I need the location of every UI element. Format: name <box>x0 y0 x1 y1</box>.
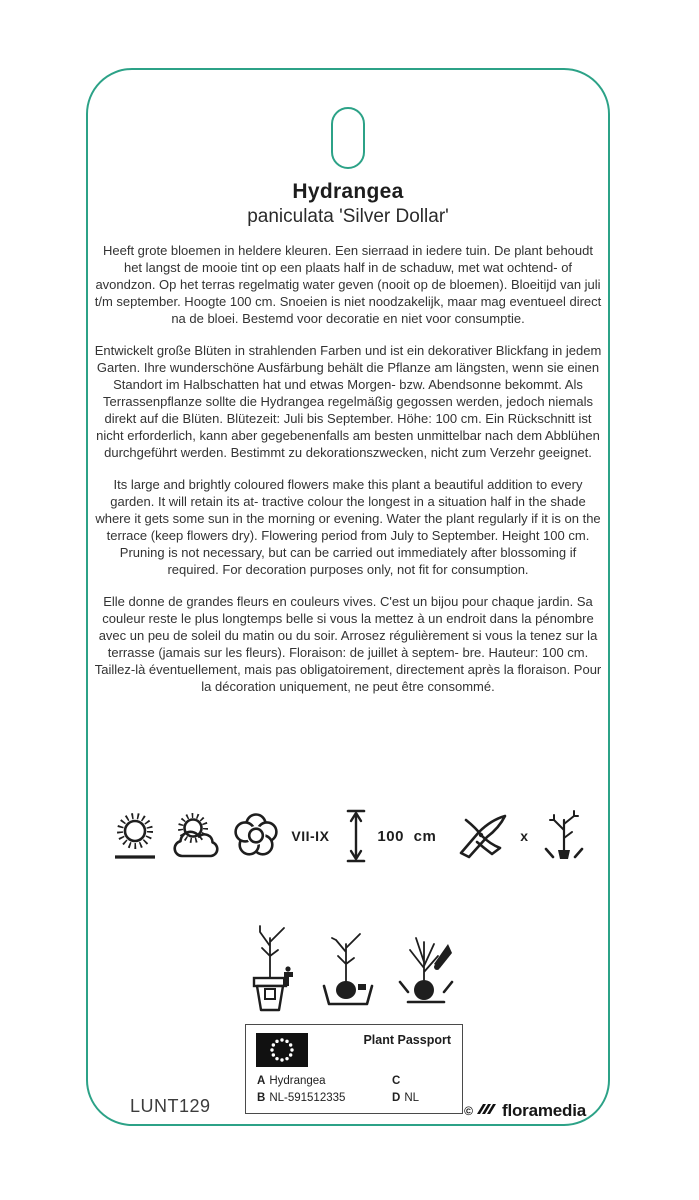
plant-genus-title: Hydrangea <box>292 180 404 203</box>
flowering-icon <box>232 812 280 860</box>
product-code: LUNT129 <box>130 1096 211 1116</box>
passport-title: Plant Passport <box>363 1033 451 1047</box>
copyright-symbol: © <box>464 1103 474 1118</box>
height-icon <box>346 808 366 864</box>
description-dutch: Heeft grote bloemen in heldere kleuren. Een sierraad in iedere tuin. De plant behoudt het langst de mooie tint op een plaats half in de schaduw, met wat ochtend- of avondzon. Op het terras regelmatig water geven (nooit op de bloemen). Bloeitijd van juli t/m september. Hoogte 100 cm. Snoeien is niet noodzakelijk, maar mag eventueel direct na de bloei. Bestemd voor decoratie en niet voor consumptie. <box>94 243 602 326</box>
care-step-plant-and-prune-icon <box>394 922 458 1019</box>
title-block <box>88 180 608 228</box>
pruning-shears-icon <box>453 809 509 863</box>
passport-row-c <box>392 1075 404 1087</box>
description-german: Entwickelt große Blüten in strahlenden Farben und ist ein dekorativer Blickfang in jedem Garten. Ihre wunderschöne Ausfärbung behält die Pflanze am längsten, wenn sie einen Standort im Halbschatten hat und etwas Morgen- bzw. Abendsonne bekommt. Als Terrassenpflanze sollte die Hydrangea regelmäßig gegossen werden, jedoch niemals direkt auf die Blüten. Blütezeit: Juli bis September. Höhe: 100 cm. Ein Rückschnitt ist nicht erforderlich, kann aber gegebenenfalls am besten unmittelbar nach dem Abblühen durchgeführt werden. Bestimmt zu dekorationszwecken, nicht zum Verzehr geeignet. <box>94 343 602 460</box>
description-english: Its large and brightly coloured flowers make this plant a beautiful addition to every garden. It will retain its at- tractive colour the longest in a situation half in the shade where it gets some sun in the morning or evening. Water the plant regularly if it is on the terrace (keep flowers dry). Flowering period from July to September. Height 100 cm. Pruning is not necessary, but can be carried out immediately after blossoming if required. For decoration purposes only, not fit for consumption. <box>95 477 601 577</box>
care-icon-row <box>88 808 608 864</box>
hang-hole <box>331 107 365 169</box>
garden-planting-icon <box>544 808 584 864</box>
partial-shade-icon <box>169 810 221 862</box>
passport-label-d: D <box>392 1092 401 1104</box>
passport-value-d: NL <box>404 1092 420 1104</box>
care-step-rootball-in-hole-icon <box>316 922 380 1019</box>
passport-label-b: B <box>257 1092 266 1104</box>
passport-row-b <box>257 1092 345 1104</box>
description-french: Elle donne de grandes fleurs en couleurs vives. C'est un bijou pour chaque jardin. Sa couleur reste le plus longtemps belle si vous la mettez à un endroit dans la pénombre avec un peu de soleil du matin ou du soir. Arrosez régulièrement si vous la tenez sur la terrasse (jamais sur les fleurs). Floraison: de juillet à septem- bre. Hauteur: 100 cm. Taillez-là éventuellement, mais pas obligatoirement, directement après la floraison. Pour la décoration uniquement, ne peut être consommé. <box>94 594 602 694</box>
pruning-label: x <box>520 828 529 844</box>
height-label: 100 cm <box>377 827 437 845</box>
plant-species-subtitle: paniculata 'Silver Dollar' <box>247 206 449 227</box>
passport-value-b: NL-591512335 <box>269 1092 346 1104</box>
full-sun-icon <box>112 810 158 862</box>
passport-value-a: Hydrangea <box>269 1075 326 1087</box>
care-step-pot-with-tap-icon <box>238 922 302 1019</box>
floramedia-logo <box>464 1100 586 1121</box>
plant-passport-box <box>245 1024 463 1114</box>
flowering-period-label: VII-IX <box>291 828 330 844</box>
floramedia-leaf-icon <box>476 1100 499 1121</box>
passport-label-a: A <box>257 1075 266 1087</box>
passport-row-a <box>257 1075 326 1087</box>
description-block <box>94 242 602 710</box>
passport-label-c: C <box>392 1075 401 1087</box>
passport-row-d <box>392 1092 419 1104</box>
planting-steps-row <box>88 922 608 1019</box>
eu-flag-icon <box>256 1033 308 1072</box>
brand-name: floramedia <box>502 1100 586 1120</box>
label-card <box>86 68 610 1126</box>
